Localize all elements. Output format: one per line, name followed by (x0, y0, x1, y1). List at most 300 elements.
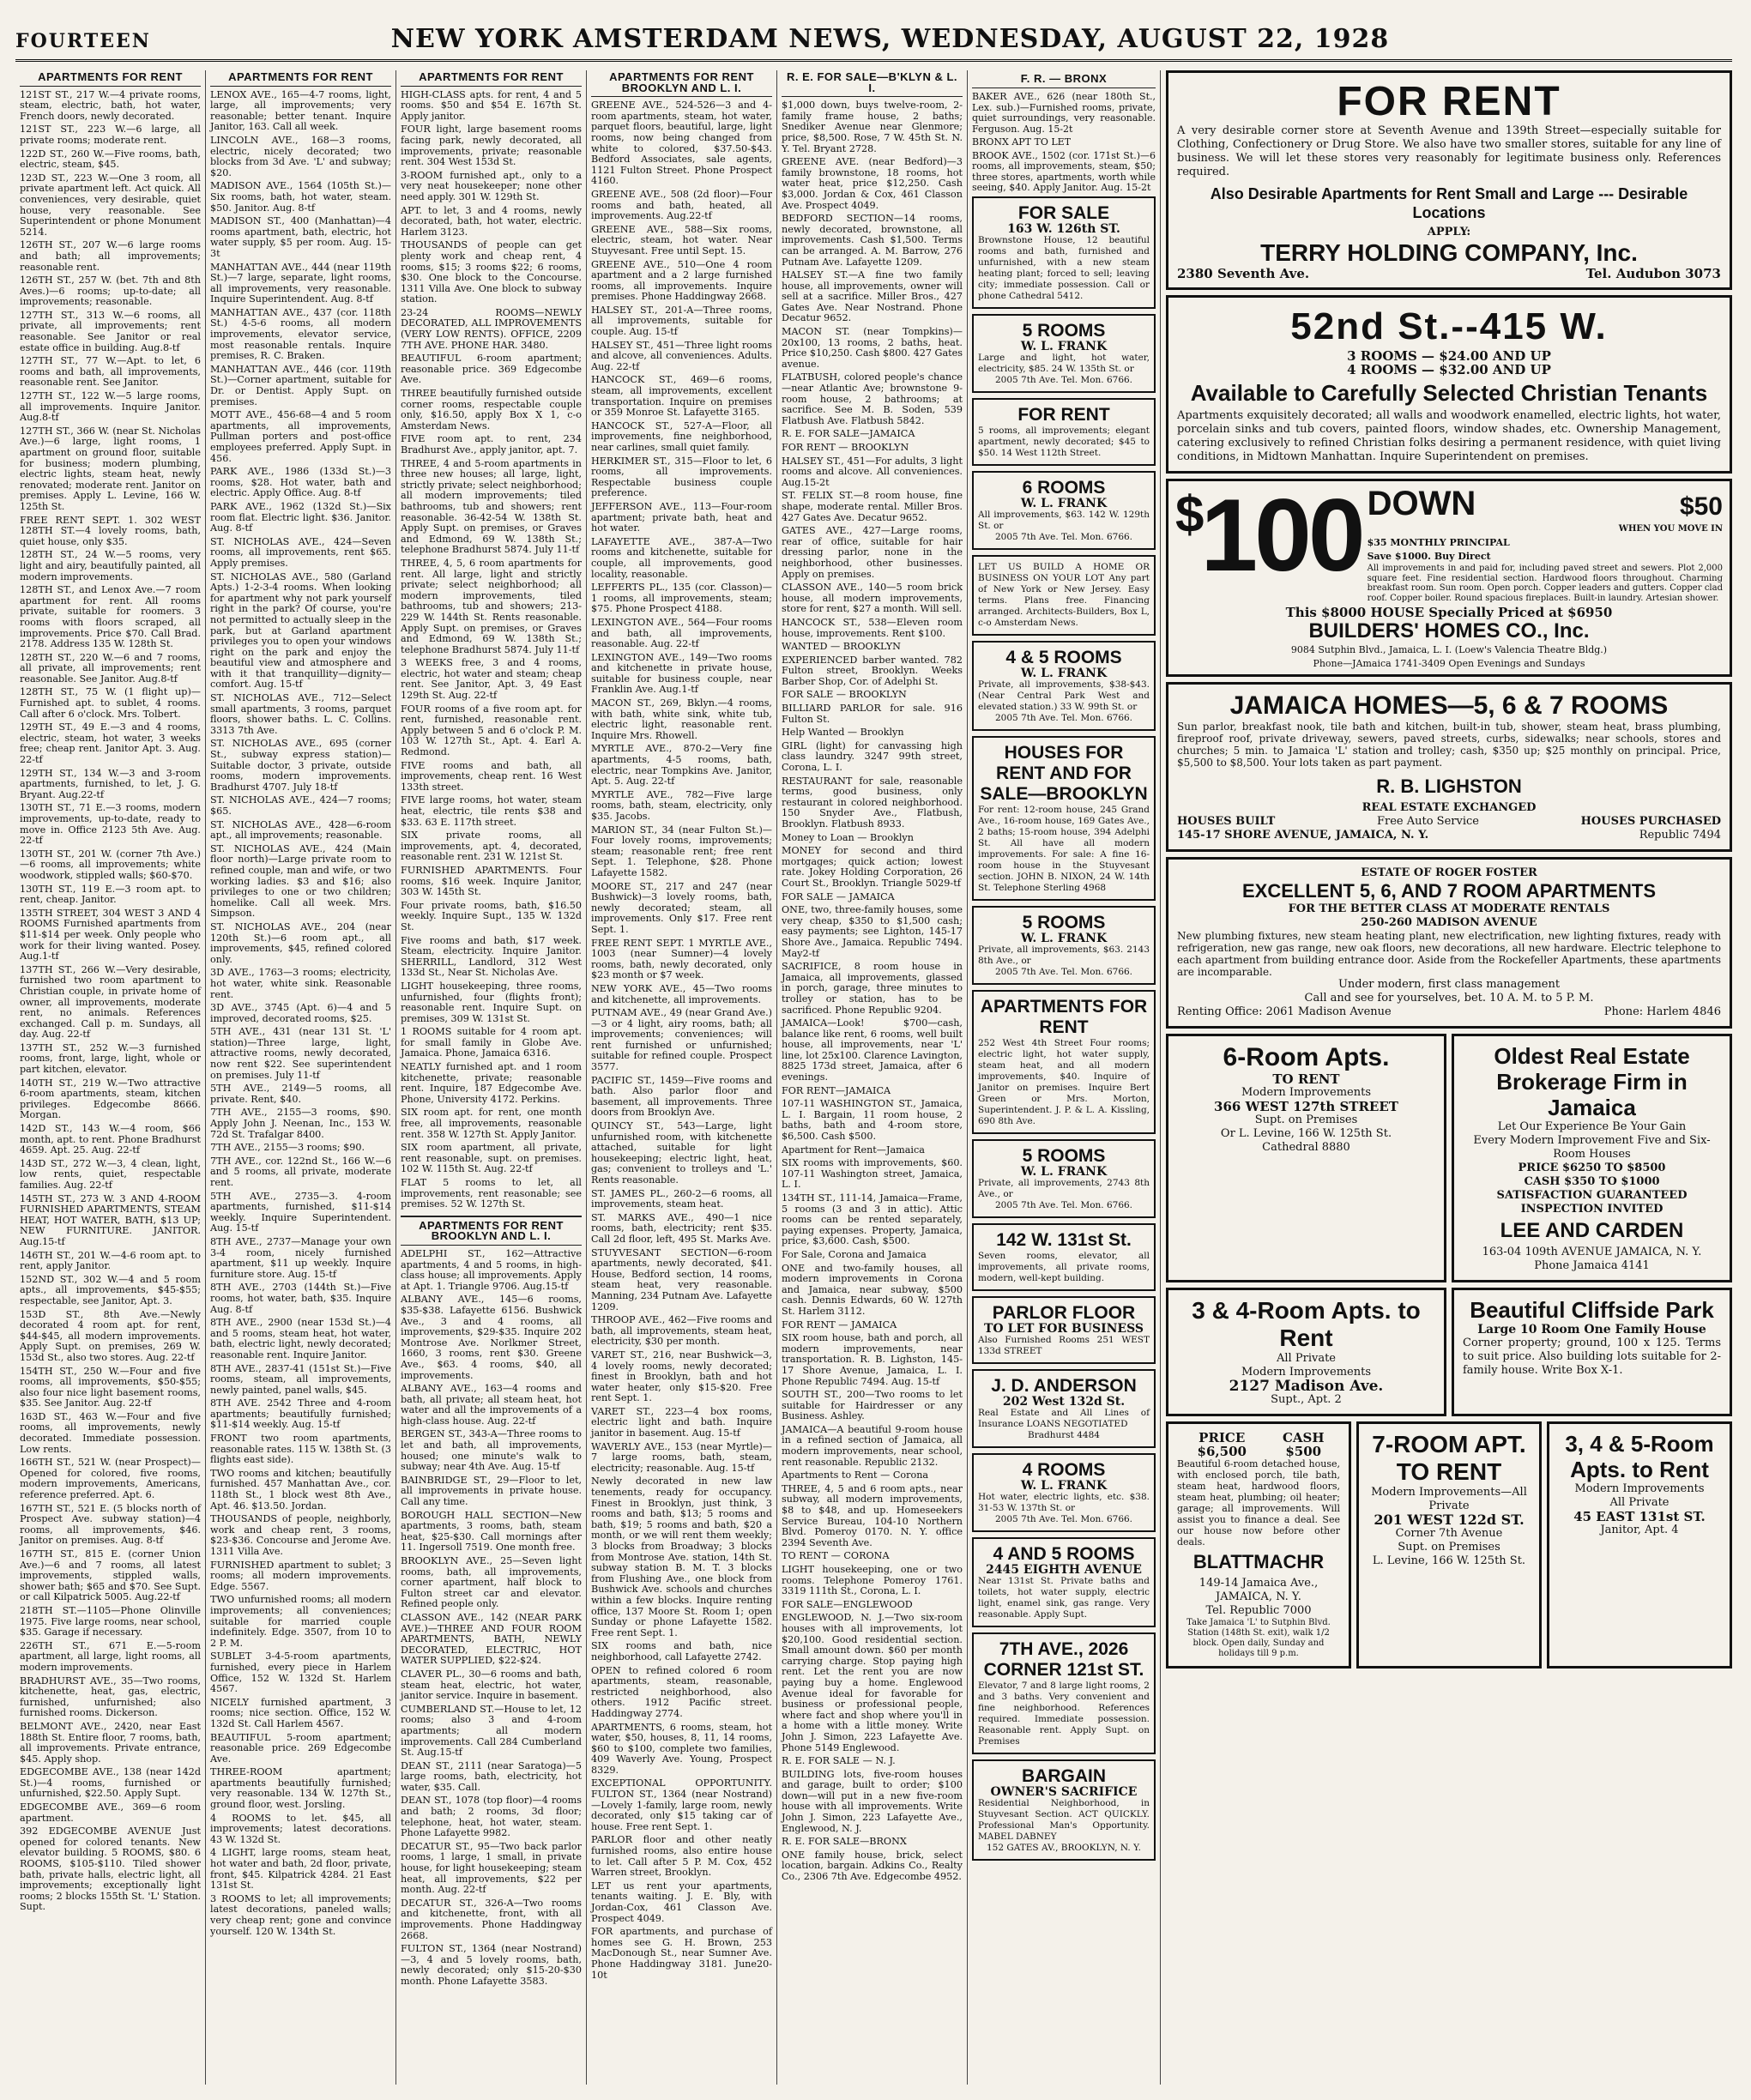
classified-ad: EDGECOMBE AVE., 138 (near 142d St.)—4 rooms, furnished or unfurnished, $22.50. Apply Supt. (20, 1766, 201, 1800)
classified-ad: ST. MARKS AVE., 490—1 nice rooms, bath, electricity; rent $35. Call 2d floor, left, 495 St. Marks Ave. (591, 1211, 772, 1245)
box-ad-title: 6 ROOMS (1022, 477, 1106, 498)
classified-ad: SUBLET 3-4-5-room apartments, furnished, every piece in Harlem Office, 152 W. 132d St. Harlem 4567. (210, 1650, 391, 1695)
classified-ad: 127TH ST., 313 W.—6 rooms, all private, all improvements; rent reasonable. See Janitor or real estate office in building. Aug.8-tf (20, 309, 201, 353)
classified-ad: 135TH STREET, 304 WEST 3 AND 4 ROOMS Furnished apartments from $11-$14 per week. Only people who work for their living wanted. Posey. Aug.1-tf (20, 907, 201, 962)
classified-ad: BEAUTIFUL 5-room apartment; reasonable price. 269 Edgecombe Ave. (210, 1731, 391, 1765)
classified-ad: 3 WEEKS free, 3 and 4 rooms, electric, hot water and steam; cheap rent. See Janitor, Apt. 3, 49 East 129th St. Aug. 22-tf (401, 657, 582, 702)
box-ad-sub: W. L. FRANK (1020, 339, 1108, 353)
classified-ad: 130TH ST., 201 W. (corner 7th Ave.)—6 rooms, all improvements; white woodwork, stippled walls; $60-$70. (20, 848, 201, 881)
ad-cash: CASH $350 TO $1000 (1524, 1175, 1660, 1188)
ad-title: 3 & 4-Room Apts. to Rent (1192, 1297, 1421, 1351)
ad-save: Save $1000. Buy Direct (1367, 551, 1491, 562)
classified-ad: JEFFERSON AVE., 113—Four-room apartment; private bath, heat and hot water. (591, 500, 772, 534)
classified-ad: 163D ST., 463 W.—Four and five rooms, all improvements, newly decorated. Immediate possession. Low rents. (20, 1410, 201, 1455)
box-ad (972, 641, 1156, 731)
ad-price: This $8000 HOUSE Specially Priced at $6950 (1285, 605, 1613, 620)
ad-imp: Modern Improvements—All Private (1371, 1486, 1527, 1512)
box-ad-title: FOR RENT (1017, 404, 1110, 425)
box-ad-title: 142 W. 131st St. (996, 1229, 1132, 1250)
classified-ad: DEAN ST., 1078 (top floor)—4 rooms and bath; 2 rooms, 3d floor; telephone, heat, hot water, steam. Phone Lafayette 9982. (401, 1795, 582, 1839)
classified-ad: FOR SALE — JAMAICA (782, 890, 895, 902)
ad-title: FOR RENT (1337, 79, 1561, 124)
ad-body: Beautiful 6-room detached house, with enclosed porch, tile bath, steam heat, hardwood floors, steam heat, plumbing; oil heater; garage; all improvements. Will assist you to finance a deal. See our house now before other deals. (1177, 1458, 1340, 1548)
ad-when: WHEN YOU MOVE IN (1618, 524, 1723, 534)
classified-ad: MOTT AVE., 456-68—4 and 5 room apartments, all improvements, Pullman porters and post-office employees preferred. Apply Supt. in 456. (210, 409, 391, 464)
ad-sub: REAL ESTATE EXCHANGED (1362, 801, 1537, 814)
classified-ad: 137TH ST., 252 W.—3 furnished rooms, front, large, light, whole or part kitchen, elevator. (20, 1041, 201, 1076)
box-ad (972, 1296, 1156, 1364)
ad-title: Beautiful Cliffside Park (1470, 1297, 1714, 1323)
column-6 (968, 70, 1161, 2085)
classified-ad: SIX rooms and bath, nice neighborhood, call Lafayette 2742. (591, 1640, 772, 1662)
classified-ad: NICELY furnished apartment, 3 rooms; nice section. Office, 152 W. 132d St. Call Harlem 4567. (210, 1696, 391, 1729)
classified-ad: HALSEY ST., 451—For adults, 3 light rooms and alcove. All conveniences. Aug.15-2t (782, 455, 963, 488)
box-ad-title: 4 AND 5 ROOMS (993, 1543, 1135, 1564)
box-ad-sub: W. L. FRANK (1020, 1478, 1108, 1493)
box-ad-body: Private, all improvements, 2743 8th Ave., or (978, 1177, 1150, 1199)
box-ad-title: BARGAIN (1022, 1765, 1106, 1786)
classified-ad: THOUSANDS of people, neighborly, work and cheap rent, 3 rooms, $23-$36. Concourse and Jerome Ave. 1311 Villa Ave. (210, 1513, 391, 1557)
classified-ad: FOR SALE—ENGLEWOOD (782, 1598, 913, 1610)
lee-and-carden-ad (1452, 1034, 1732, 1282)
ad-agent: L. Levine, 166 W. 125th St. (1372, 1554, 1526, 1567)
box-ad (972, 314, 1156, 393)
ad-hundred-row (1175, 478, 1723, 603)
classified-ad: QUINCY ST., 543—Large, light unfurnished room, with kitchenette attached, suitable for light housekeeping; electric light, heat, gas; convenient to trolleys and 'L.' Rents reasonable. (591, 1120, 772, 1186)
classified-ad: THREE-ROOM apartment; apartments beautifully furnished; very reasonable. 134 W. 127th St., ground floor, west. Jorsling. (210, 1766, 391, 1811)
box-ad-sub: OWNER'S SACRIFICE (990, 1784, 1138, 1799)
ad-list (210, 90, 391, 1938)
classified-ad: ST. NICHOLAS AVE., 424—7 rooms; $65. (210, 794, 391, 817)
ad-mid: Free Auto Service (1376, 815, 1479, 828)
column-4 (587, 70, 777, 2085)
classified-ad: RESTAURANT for sale, reasonable terms, good business, only restaurant in colored neighborhood. 150 Snyder Ave., Flatbush, Brooklyn. Flatbush 8933. (782, 775, 963, 830)
ad-title: 6-Room Apts. (1223, 1043, 1390, 1071)
classified-ad: LEXINGTON AVE., 149—Two rooms and kitchenette in private house, suitable for business couple, near Franklin Ave. Aug.1-tf (591, 651, 772, 696)
classified-ad: MANHATTAN AVE., 446 (cor. 119th St.)—Corner apartment, suitable for Dr. or Dentist. Apply Supt. on premises. (210, 363, 391, 407)
three-four-room-apts-ad (1166, 1288, 1446, 1416)
classified-ad: 4 LIGHT, large rooms, steam heat, hot water and bath, 2d floor, private, front, $45. Kilpatrick 4284. 21 East 131st St. (210, 1847, 391, 1892)
box-ad (972, 1223, 1156, 1291)
classified-ad: DECATUR ST., 326-A—Two rooms and kitchenette, front, with all improvements. Phone Haddingway 2668. (401, 1897, 582, 1941)
classified-ad: 8TH AVE. 2542 Three and 4-room apartments; beautifully furnished; $11-$14 weekly. Aug. 15-tf (210, 1397, 391, 1431)
ad-sub: All Private (1609, 1496, 1669, 1509)
classified-ad: HALSEY ST.—A fine two family house, all improvements, owner will sell at a sacrifice. Miller Bros., 427 Gates Ave. Near Nostrand. Phone Decatur 9652. (782, 269, 963, 324)
builders-homes-ad (1166, 479, 1732, 677)
52nd-street-ad (1166, 295, 1732, 474)
box-ad-title: 4 ROOMS (1022, 1459, 1106, 1480)
box-ad (972, 906, 1156, 985)
ad-list (401, 90, 582, 1210)
classified-ad: 128TH ST., 220 W.—6 and 7 rooms, all private, all improvements; rent reasonable. See Janitor. Aug.8-tf (20, 651, 201, 685)
classified-ad: FRONT two room apartments, reasonable rates. 115 W. 138th St. (3 flights east side). (210, 1433, 391, 1466)
classified-ad: MYRTLE AVE., 870-2—Very fine apartments, 4-5 rooms, bath, electric, near Tompkins Ave. Janitor, Apt. 5. Aug. 22-tf (591, 743, 772, 788)
classified-ad: HALSEY ST., 451—Three light rooms and alcove, all conveniences. Adults. Aug. 22-tf (591, 339, 772, 372)
ad-address: 201 WEST 122d ST. (1374, 1512, 1525, 1528)
ad-phone: Phone Jamaica 4141 (1534, 1259, 1650, 1272)
classified-ad: WAVERLY AVE., 153 (near Myrtle)—7 large rooms, bath, steam, electricity; reasonable. Aug. 15-tf (591, 1440, 772, 1474)
classified-ad: 167TH ST., 815 E. (corner Union Ave.)—6 and 7 rooms, all latest improvements, stippled walls, shower bath; $65 and $70. See Supt. or call Kilpatrick 5005. Aug.22-tf (20, 1548, 201, 1603)
forty-five-east-ad (1547, 1421, 1732, 1669)
seven-room-apt-ad (1356, 1421, 1542, 1669)
classified-ad: LEXINGTON AVE., 564—Four rooms and bath, all improvements, reasonable. Aug. 22-tf (591, 616, 772, 650)
classified-ad: 137TH ST., 266 W.—Very desirable, furnished two room apartment to Christian couple, in private home of owner, all improvements, moderate rent, no animals. References exchanged. Call p. m. Sundays, all day. Aug. 22-tf (20, 963, 201, 1041)
classified-ad: SIX room apt. for rent, one month free, all improvements, reasonable rent. 358 W. 127th St. Apply Janitor. (401, 1107, 582, 1140)
ad-cash: CASH $500 (1282, 1430, 1325, 1459)
ad-insp: INSPECTION INVITED (1520, 1203, 1663, 1216)
ad-list (972, 92, 1156, 194)
six-room-apts-ad (1166, 1034, 1446, 1282)
column-2 (206, 70, 396, 2085)
classified-ad: 129TH ST., 49 E.—3 and 4 rooms, electric, steam, hot water, 3 weeks free; cheap rent. Janitor Apt. 3. Aug. 22-tf (20, 721, 201, 766)
ad-phone: Cathedral 8880 (1262, 1141, 1350, 1154)
classified-ad: BAKER AVE., 626 (near 180th St., Lex. sub.)—Furnished rooms, private, quiet surroundings, very reasonable. Ferguson. Aug. 15-2t (972, 91, 1156, 135)
classified-ad: ST. FELIX ST.—8 room house, fine shape, moderate rental. Miller Bros. 427 Gates Ave. Decatur 9652. (782, 490, 963, 523)
classified-ad: FOUR rooms of a five room apt. for rent, furnished, reasonable rent. Apply between 5 and 6 o'clock P. M. 103 W. 127th St., Apt. 4. Earl A. Redmond. (401, 703, 582, 758)
classified-ad: FURNISHED APARTMENTS. Four rooms, $16 week. Inquire Janitor, 303 W. 145th St. (401, 864, 582, 898)
ad-line: Every Modern Improvement Five and Six-Room Houses (1473, 1134, 1711, 1161)
classified-ad: ADELPHI ST., 162—Attractive apartments, 4 and 5 rooms, in high-class house; all improvements. Apply at Apt. 1. Triangle 9706. Aug.15-tf (401, 1247, 582, 1292)
classified-ad: 3D AVE., 3745 (Apt. 6)—4 and 5 improved, decorated rooms, $25. (210, 1002, 391, 1024)
classified-ad: TO RENT — CORONA (782, 1550, 890, 1562)
ad-sub: FOR THE BETTER CLASS AT MODERATE RENTALS (1288, 902, 1610, 915)
classified-ad: Apartments to Rent — Corona (782, 1469, 929, 1481)
classified-ad: 127TH ST., 77 W.—Apt. to let, 6 rooms and bath, all improvements, reasonable rent. See Janitor. (20, 355, 201, 389)
classified-ad: FOR RENT — JAMAICA (782, 1319, 897, 1331)
classified-ad: JAMAICA—Look! $700—cash, balance like rent, 6 rooms, well built house, all improvements, near 'L' line, lot 25x100. Clarence Lavington, 8825 173d street, Jamaica, after 6 evenings. (782, 1017, 963, 1083)
classified-ad: 23-24 ROOMS—NEWLY DECORATED, ALL IMPROVEMENTS (VERY LOW RENTS). OFFICE, 2209 7TH AVE. PHONE HAR. 3480. (401, 306, 582, 351)
classified-ad: 5TH AVE., 2735—3. 4-room apartments, furnished, $11-$14 weekly. Inquire Superintendent. Aug. 15-tf (210, 1190, 391, 1234)
box-ad-sub: TO LET FOR BUSINESS (983, 1321, 1144, 1336)
classified-ad: SIX room apartment, all private, rent reasonable, supt. on premises. 102 W. 115th St. Aug. 22-tf (401, 1142, 582, 1175)
classified-ad: LIGHT housekeeping, one or two rooms. Telephone Pomeroy 1761. 3319 111th St., Corona, L. I. (782, 1564, 963, 1597)
classified-ad: ST. NICHOLAS AVE., 424 (Main floor north)—Large private room to refined couple, man and wife, or two working ladies. $3 and $16; also privileges to one or two children; homelike. Call all week. Mrs. Simpson. (210, 842, 391, 920)
classified-ad: PARK AVE., 1962 (132d St.)—Six room flat. Electric light. $36. Janitor. Aug. 8-tf (210, 500, 391, 534)
box-ad (972, 736, 1156, 901)
box-ad (972, 555, 1156, 636)
box-ad (972, 1537, 1156, 1627)
box-ad-title: J. D. ANDERSON (991, 1375, 1137, 1396)
classified-ad: ST. NICHOLAS AVE., 695 (corner St., subway express station)—Suitable doctor, 3 private, outside rooms, modern improvements. Bradhurst 4707. July 18-tf (210, 738, 391, 793)
ad-supt: Supt., Apt. 2 (1271, 1393, 1342, 1406)
ad-title: 52nd St.--415 W. (1290, 305, 1608, 347)
box-ad-body: 252 West 4th Street Four rooms; electric light, hot water supply, steam heat, and all modern improvements, $40. Inquire of Janitor on premises. Inquire Bert Green or Mrs. Morton, Superintendent. J. P. & L. A. Kissling, 690 8th Ave. (978, 1037, 1150, 1126)
ad-address: 9084 Sutphin Blvd., Jamaica, L. I. (Loew's Valencia Theatre Bldg.) (1290, 644, 1608, 655)
box-ad-body: 5 rooms, all improvements; elegant apartment, newly decorated; $45 to $50. 14 West 112th Street. (978, 425, 1150, 458)
classified-ad: PARLOR floor and other neatly furnished rooms, also entire house to let. Call after 5 P. M. Cox, 452 Warren street, Brooklyn. (591, 1834, 772, 1879)
ad-list (782, 100, 963, 1882)
classified-ad: 134TH ST., 111-14, Jamaica—Frame, 5 rooms (3 and 3 in attic). Attic rooms can be rented separately, paying expenses. Property, Jamaica, price, $3,600. Cash, $500. (782, 1192, 963, 1247)
classified-ad: MADISON AVE., 1564 (105th St.)—Six rooms, bath, hot water, steam. $50. Janitor. Aug. 8-tf (210, 180, 391, 214)
ad-address: 163-04 109th AVENUE JAMAICA, N. Y. (1482, 1246, 1702, 1258)
classified-ad: 121ST ST., 217 W.—4 private rooms, steam, electric, bath, hot water, French doors, newly decorated. (20, 88, 201, 122)
classified-ad: 142D ST., 143 W.—4 room, $66 month, apt. to rent. Phone Bradhurst 4659. Apt. 25. Aug. 22-tf (20, 1123, 201, 1156)
ad-also: Also Desirable Apartments for Rent Small and Large --- Desirable Locations (1210, 185, 1688, 221)
classified-ad: 128TH ST., 24 W.—5 rooms, very light and airy, beautifully painted, all modern improvements. (20, 549, 201, 582)
classified-ad: 167TH ST., 521 E. (5 blocks north of Prospect Ave. subway station)—4 rooms, all improvements, $46. Janitor on premises. Aug. 8-tf (20, 1502, 201, 1547)
classified-ad: DECATUR ST., 95—Two back parlor rooms, 1 large, 1 small, in private house, for light housekeeping; steam heat, all improvements, $22 per month. Aug. 22-tf (401, 1840, 582, 1896)
classified-ad: Newly decorated in new law tenements, ready for occupancy. Finest in Brooklyn, just think, 3 rooms and bath, $13; 5 rooms and bath, $19; 5 rooms and bath, $20 a month, or we will rent them weekly; 3 blocks from Broadway; 3 blocks from Montrose Ave. station, 14th St. subway station B. M. T. 3 blocks from Flushing Ave., one block from Bushwick Ave. schools and churches within a few blocks. Inquire renting office, 137 Moore St. Room 1; open Sunday or phone Lafayette 1582. Free rent Sept. 1. (591, 1475, 772, 1638)
classified-ad: MONEY for second and third mortgages; quick action; lowest rate. Jokey Holding Corporation, 26 Court St., Brooklyn. Triangle 5029-tf (782, 845, 963, 889)
classified-ad: 166TH ST., 521 W. (near Prospect)—Opened for colored, five rooms, modern improvements, Americans, reference preferred. Apt. 6. (20, 1457, 201, 1501)
ads-row-2 (1166, 1288, 1732, 1421)
classified-grid (15, 70, 1732, 2085)
ad-headline: Available to Carefully Selected Christian Tenants (1190, 380, 1708, 406)
box-ad-body: Private, all improvements, $63. 2143 8th Ave., or (978, 944, 1150, 966)
classified-ad: MARION ST., 34 (near Fulton St.)—Four lovely rooms, improvements; steam; reasonable rent; free rent Sept. 1. Telephone, $28. Phone Lafayette 1582. (591, 824, 772, 878)
classified-ad: FURNISHED apartment to sublet; 3 rooms; all modern improvements. Edge. 5567. (210, 1559, 391, 1592)
classified-ad: ALBANY AVE., 163—4 rooms and bath, all private; all steam heat, hot water and all the improvements of a high-class house. Aug. 22-tf (401, 1383, 582, 1427)
classified-ad: 7TH AVE., 2155—3 rooms, $90. Apply John J. Neenan, Inc., 153 W. 72d St. Trafalgar 8400. (210, 1107, 391, 1140)
box-ad-sub: W. L. FRANK (1020, 1164, 1108, 1179)
classified-ad: ALBANY AVE., 145—6 rooms, $35-$38. Lafayette 6156. Bushwick Ave., 3 and 4 rooms, all improvements, $29-$35. Inquire 202 Montrose Ave. Norlkmer Street, 1660, 3 rooms, rent $30. Greene Ave., $63. 4 rooms, $40, all improvements. (401, 1294, 582, 1381)
classified-ad: $1,000 down, buys twelve-room, 2-family frame house, 2 baths; Snediker Avenue near Glenmore; price, $8,500. Rose, 7 W. 45th St. N. Y. Tel. Bryant 2728. (782, 100, 963, 154)
ad-title: 3, 4 & 5-Room Apts. to Rent (1565, 1431, 1714, 1482)
classified-ad: 8TH AVE., 2703 (144th St.)—Five rooms, hot water, bath, $35. Inquire Aug. 8-tf (210, 1282, 391, 1315)
ad-row (1177, 829, 1721, 842)
classified-ad: BILLIARD PARLOR for sale. 916 Fulton St. (782, 703, 963, 725)
box-ad (972, 196, 1156, 309)
ads-row-1 (1166, 1034, 1732, 1288)
box-ad-body: Large and light, hot water, electricity, $85. 24 W. 135th St. or (978, 352, 1150, 374)
ad-body: A very desirable corner store at Seventh Avenue and 139th Street—especially suitable for Clothing, Confectionery or Drug Store. We also have two smaller stores, suitable for any line of business. We will let these stores very reasonably for legitimate business only. References required. (1177, 124, 1721, 178)
classified-ad: 143D ST., 272 W.—3, 4 clean, light, low rents, quiet, respectable families. Aug. 22-tf (20, 1157, 201, 1191)
box-ad-title: 7TH AVE., 2026 CORNER 121st ST. (983, 1638, 1144, 1680)
ad-sub: Large 10 Room One Family House (1477, 1323, 1706, 1337)
column-3 (396, 70, 587, 2085)
ad-right: HOUSES PURCHASED (1580, 815, 1721, 828)
classified-ad: 122D ST., 260 W.—Five rooms, bath, electric, steam, $45. (20, 148, 201, 171)
ad-address: 250-260 MADISON AVENUE (1361, 916, 1537, 929)
classified-ad: PACIFIC ST., 1459—Five rooms and bath. Also parlor floor and basement, all improvements. Three doors from Brooklyn Ave. (591, 1074, 772, 1119)
classified-ad: R. E. FOR SALE—BRONX (782, 1836, 907, 1848)
classified-ad: 127TH ST., 366 W. (near St. Nicholas Ave.)—6 large, light rooms, 1 apartment on ground floor, suitable for business; modern plumbing, electric lights, steam heat, newly renovated; moderate rent. Janitor on premises. Apply L. Levine, 166 W. 125th St. (20, 425, 201, 512)
classified-ad: 130TH ST., 119 E.—3 room apt. to rent, cheap. Janitor. (20, 883, 201, 906)
box-ad-sub: 202 West 132d St. (1002, 1394, 1126, 1409)
ad-monthly: $35 MONTHLY PRINCIPAL (1367, 537, 1510, 548)
ad-address: 145-17 SHORE AVENUE, JAMAICA, N. Y. (1177, 829, 1429, 842)
section-heading: APARTMENTS FOR RENT (401, 70, 582, 87)
classified-ad: APARTMENTS, 6 rooms, steam, hot water, $50, houses, 8, 11, 14 rooms, $60 to $100, complete two families, 409 Waverly Ave. Young, Prospect 8329. (591, 1721, 772, 1776)
box-ad-foot: 2005 7th Ave. Tel. Mon. 6766. (994, 966, 1133, 977)
classified-ad: GREENE AVE. (near Bedford)—3 family brownstone, 18 rooms, hot water heat, price $12,250. Cash $3,000. Jordan & Cox, 461 Classon Ave. Prospect 4049. (782, 156, 963, 211)
classified-ad: MADISON ST., 400 (Manhattan)—4 rooms apartment, bath, electric, hot water supply, $5 per room. Aug. 15-3t (210, 215, 391, 259)
classified-ad: SIX rooms with improvements, $60. 107-11 Washington street, Jamaica, L. I. (782, 1157, 963, 1191)
classified-ad: Five rooms and bath, $17 week. Steam, electricity. Inquire Janitor. SHERRILL, Landlord, 312 West 133d St., Near St. Nicholas Ave. (401, 934, 582, 979)
box-ad-body: All improvements, $63. 142 W. 129th St. or (978, 509, 1150, 531)
ad-company: BUILDERS' HOMES CO., Inc. (1308, 619, 1590, 643)
box-ad-title: HOUSES FOR RENT AND FOR SALE—BROOKLYN (980, 742, 1148, 804)
classified-ad: SIX private rooms, all improvements, apt. 4, decorated, reasonable rent. 231 W. 121st St. (401, 830, 582, 863)
ad-phone: Tel. Republic 7000 (1205, 1604, 1312, 1617)
classified-ad: ST. NICHOLAS AVE., 428—6-room apt., all improvements; reasonable. (210, 818, 391, 842)
ad-address: 2380 Seventh Ave. (1177, 266, 1310, 281)
classified-ad: 5TH AVE., 2149—5 rooms, all private. Rent, $40. (210, 1083, 391, 1105)
box-ad-foot: 2005 7th Ave. Tel. Mon. 6766. (994, 1513, 1133, 1524)
ad-address: 149-14 Jamaica Ave., JAMAICA, N. Y. (1199, 1577, 1319, 1603)
ad-title: EXCELLENT 5, 6, AND 7 ROOM APARTMENTS (1241, 880, 1656, 902)
classified-ad: 145TH ST., 273 W. 3 AND 4-ROOM FURNISHED APARTMENTS, STEAM HEAT, HOT WATER, BATH, $13 UP; NEW FURNITURE. JANITOR. Aug.15-tf (20, 1192, 201, 1247)
classified-ad: MOORE ST., 217 and 247 (near Bushwick)—3 lovely rooms, bath, newly decorated; steam, all improvements. Only $17. Free rent Sept. 1. (591, 880, 772, 935)
classified-ad: PUTNAM AVE., 49 (near Grand Ave.)—3 or 4 light, airy rooms, bath; all improvements; conveniences; will rent furnished or unfurnished; suitable for refined couple. Prospect 3577. (591, 1007, 772, 1073)
box-ad (972, 1759, 1156, 1861)
box-ad (972, 1453, 1156, 1532)
ad-phone: Republic 7494 (1639, 829, 1721, 842)
box-ad-body: Private, all improvements, $38-$43. (Near Central Park West and elevated station.) 33 W. 99th St. or (978, 679, 1150, 712)
column-1 (15, 70, 206, 2085)
ad-name: R. B. LIGHSTON (1376, 775, 1522, 797)
box-ad-body: Near 131st St. Private baths and toilets, hot water supply, electric light, enamel sink, gas range. Very reasonable. Apply Supt. (978, 1575, 1150, 1620)
classified-ad: 3 ROOMS to let; all improvements; latest decorations, paneled walls; very cheap rent; gone and convince yourself. 120 W. 134th St. (210, 1892, 391, 1937)
classified-ad: ST. NICHOLAS AVE., 424—Seven rooms, all improvements, rent $65. Apply premises. (210, 535, 391, 569)
box-ad (972, 471, 1156, 550)
classified-ad: 218TH ST.—1105—Phone Olinville 1975. Five large rooms, near school, $35. Garage if necessary. (20, 1604, 201, 1638)
box-ad-foot: 2005 7th Ave. Tel. Mon. 6766. (994, 1199, 1133, 1210)
classified-ad: LENOX AVE., 165—4-7 rooms, light, large, all improvements; very reasonable; better tenant. Inquire Janitor, 163. Call all week. (210, 88, 391, 133)
box-ad-body: Elevator, 7 and 8 large light rooms, 2 and 3 baths. Very convenient and fine neighborhood. References required. Immediate possession. Reasonable rent. Apply Supt. on Premises (978, 1680, 1150, 1747)
classified-ad: APT. to let, 3 and 4 rooms, newly decorated, bath, hot water, electric. Harlem 3123. (401, 204, 582, 238)
classified-ad: BOROUGH HALL SECTION—New apartments, 3 rooms, bath, steam heat, $25-$30. Call mornings after 11. Ingersoll 7519. One month free. (401, 1509, 582, 1554)
box-ad-foot: 2005 7th Ave. Tel. Mon. 6766. (994, 531, 1133, 542)
terry-holding-ad (1166, 70, 1732, 290)
classified-ad: BEDFORD SECTION—14 rooms, newly decorated, brownstone, all improvements. Cash $1,500. Terms can be arranged. A. M. Barrow, 276 Putnam Ave. Lafayette 1209. (782, 213, 963, 268)
page-number: FOURTEEN (15, 30, 151, 52)
classified-ad: 3D AVE., 1763—3 rooms; electricity, hot water, white sink. Reasonable rent. (210, 967, 391, 1000)
box-ad-sub: W. L. FRANK (1020, 931, 1108, 945)
classified-ad: GREENE AVE., 510—One 4 room apartment and a 2 large furnished rooms, all improvements. Inquire premises. Phone Haddingway 2668. (591, 258, 772, 303)
classified-ad: FIVE large rooms, hot water, steam heat, electric, tile rents $38 and $33. 63 E. 117th street. (401, 794, 582, 828)
box-ad-body: Seven rooms, elevator, all improvements, all private rooms, modern, well-kept building. (978, 1250, 1150, 1283)
box-ad-title: APARTMENTS FOR RENT (980, 996, 1148, 1037)
classified-ad: HALSEY ST., 201-A—Three rooms, all improvements, suitable for couple. Aug. 15-tf (591, 304, 772, 338)
classified-ad: EDGECOMBE AVE., 369—6 room apartment. (20, 1801, 201, 1824)
box-ad-sub: W. L. FRANK (1020, 666, 1108, 680)
classified-ad: DEAN ST., 2111 (near Saratoga)—5 large rooms, bath, electricity, hot water, $35. Call. (401, 1759, 582, 1793)
classified-ad: THREE beautifully furnished outside corner rooms, respectable couple only, $16.50, apply Box X 1, c-o Amsterdam News. (401, 388, 582, 431)
classified-ad: GIRL (light) for canvassing high class laundry. 3247 99th street, Corona, L. I. (782, 739, 963, 774)
classified-ad: ONE, two, three-family houses, some very cheap, $350 to $1,500 cash; easy payments; see Lighton, 145-17 Shore Ave., Jamaica. Republic 7494. May2-tf (782, 904, 963, 959)
box-ad-sub: 2445 EIGHTH AVENUE (986, 1562, 1142, 1577)
classified-ad: THREE, 4, 5 and 6 room apts., near subway, all modern improvements, $8 to $48, and up. Homeseekers Service Bureau, 104-10 Northern Blvd. Pomeroy 0170. N. Y. office 2394 Seventh Ave. (782, 1482, 963, 1548)
classified-ad: 126TH ST., 207 W.—6 large rooms and bath; all improvements; reasonable rent. (20, 239, 201, 273)
ad-title: Oldest Real Estate Brokerage Firm in Jamaica (1494, 1043, 1690, 1120)
classified-ad: BELMONT AVE., 2420, near East 188th St. Entire floor, 7 rooms, bath, all improvements. Private entrance, $45. Apply shop. (20, 1720, 201, 1765)
classified-ad: BERGEN ST., 343-A—Three rooms to let and bath, all improvements, housed; one minute's walk to subway; near 4th Ave. Aug. 15-tf (401, 1428, 582, 1473)
classified-ad: FREE RENT SEPT. 1. 302 WEST 128TH ST.—4 lovely rooms, bath, quiet house, only $35. (20, 514, 201, 547)
classified-ad: Apartment for Rent—Jamaica (782, 1144, 925, 1156)
cliffside-park-ad (1452, 1288, 1732, 1416)
classified-ad: 126TH ST., 257 W. (bet. 7th and 8th Aves.)—6 rooms; up-to-date; all improvements; reasonable. (20, 275, 201, 308)
classified-ad: ST. NICHOLAS AVE., 204 (near 120th St.)—6 room apt., all improvements, $45, refined colored only. (210, 920, 391, 965)
ad-sub: TO RENT (1272, 1071, 1340, 1087)
classified-ad: OPEN to refined colored 6 room apartments, steam, reasonable, restricted neighborhood, also others. 1912 Pacific street. Haddingway 2774. (591, 1664, 772, 1719)
classified-ad: 128TH ST., 75 W. (1 flight up)—Furnished apt. to sublet, 4 rooms. Call after 6 o'clock. Mrs. Tolbert. (20, 686, 201, 720)
classified-ad: WANTED — BROOKLYN (782, 641, 901, 653)
ad-body: Apartments exquisitely decorated; all walls and woodwork enamelled, electric lights, hot water, porcelain sinks and tub covers, painted floors, window shades, etc. Ownership Management, catering exclusively to refined Christian folks desiring a permanent residence, with quiet living conditions, in Midtown Manhattan. Inquire Superintendent on premises. (1177, 409, 1721, 463)
ad-phone: Phone—JAmaica 1741-3409 Open Evenings and Sundays (1313, 658, 1585, 669)
box-ad-foot: 2005 7th Ave. Tel. Mon. 6766. (994, 374, 1133, 385)
ad-body: Sun parlor, breakfast nook, tile bath and kitchen, built-in tub, shower, steam heat, brass plumbing, fireproof roof, private driveway, sewers, paved streets, curbs, sidewalks; near schools, stores and churches; 5 min. to Jamaica 'L' station and trolley; cash, $350 up; $25 monthly on principal. Price, $5,500 to $8,500. Your lots taken as part payment. (1177, 721, 1721, 769)
classified-ad: FOUR light, large basement rooms facing park, newly decorated, all improvements, private; reasonable rent. 304 West 153d St. (401, 124, 582, 168)
classified-ad: GREENE AVE., 588—Six rooms, electric, steam, hot water. Near Stuyvesant. Free until Sept. 15. (591, 223, 772, 256)
ad-list (20, 90, 201, 1913)
classified-ad: FLATBUSH, colored people's chance—near Atlantic Ave; brownstone 9-room house, 2 bathrooms; at sacrifice. See M. B. Soden, 539 Flatbush Ave. Flatbush 5842. (782, 371, 963, 426)
classified-ad: THREE, 4 and 5-room apartments in three new houses; all large, light, strictly private; select neighborhood; all modern improvements; tiled bathrooms, tub and showers; rent reasonable. 36-42-54 W. 138th St. Apply Supt. on premises, or Graves and Edmond, 69 W. 138th St.; telephone Bradhurst 5874. July 11-tf (401, 457, 582, 556)
classified-ad: 7TH AVE., 2155—3 rooms; $90. (210, 1142, 365, 1154)
ad-phone: Phone: Harlem 4846 (1603, 1005, 1721, 1018)
blattmachr-ad (1166, 1421, 1351, 1669)
box-ads (972, 196, 1156, 1861)
ad-down: DOWN (1367, 485, 1476, 522)
classified-ad: FOR RENT—JAMAICA (782, 1084, 891, 1096)
ad-address: 366 WEST 127th STREET (1214, 1099, 1398, 1114)
classified-ad: NEW YORK AVE., 45—Two rooms and kitchenette, all improvements. (591, 982, 772, 1005)
box-ad-body: Residential Neighborhood, in Stuyvesant Section. ACT QUICKLY. Professional Man's Opportunity. MABEL DABNEY (978, 1797, 1150, 1842)
box-ad-body: LET US BUILD A HOME OR BUSINESS ON YOUR LOT Any part of New York or New Jersey. Easy terms. Plans free. Financing arranged. Architects-Builders, Box L, c-o Amsterdam News. (978, 561, 1150, 628)
ad-row (1177, 815, 1721, 829)
ad-title: JAMAICA HOMES—5, 6 & 7 ROOMS (1229, 691, 1669, 720)
classified-ad: STUYVESANT SECTION—6-room apartments, newly decorated, $41. House, Bedford section, 14 rooms, steam heat, very reasonable. Manning, 234 Putnam Ave. Lafayette 1209. (591, 1246, 772, 1312)
ad-supt: Supt. on Premises (1398, 1541, 1500, 1554)
ad-price: PRICE $6250 TO $8500 (1518, 1162, 1666, 1174)
ad-down-row (1368, 485, 1723, 522)
ad-body: Corner property; ground, 100 x 125. Terms to suit price. Also building lots suitable for 2-family house. Write Box X-1. (1463, 1337, 1721, 1377)
ad-agent: Or L. Levine, 166 W. 125th St. (1220, 1127, 1392, 1140)
classified-ad: LINCOLN AVE., 168—3 rooms, electric, nicely decorated; two blocks from 3d Ave. 'L' and subway; $20. (210, 134, 391, 178)
classified-ad: FOR SALE — BROOKLYN (782, 689, 907, 701)
classified-ad: 130TH ST., 71 E.—3 rooms, modern improvements, up-to-date, ready to move in. Office 2123 5th Ave. Aug. 22-tf (20, 802, 201, 847)
classified-ad: ONE and two-family houses, all modern improvements in Corona and Jamaica, near subway, $500 cash. Dennis Edwards, 60 W. 127th St. Harlem 3112. (782, 1262, 963, 1317)
classified-ad: HANCOCK ST., 469—6 rooms, steam, all improvements, excellent transportation. Inquire on premises or 359 Monroe St. Lafayette 3165. (591, 374, 772, 419)
ad-fifty: $50 (1679, 492, 1723, 521)
classified-ad: MANHATTAN AVE., 437 (cor. 118th St.) 4-5-6 rooms, all modern improvements, elevator service, most reasonable rentals. Inquire premises, R. C. Braken. (210, 306, 391, 362)
classified-ad: 140TH ST., 219 W.—Two attractive 6-room apartments, steam, kitchen privileges. Edgecombe 8666. Morgan. (20, 1077, 201, 1121)
ad-mgmt: Under modern, first class management (1337, 978, 1561, 991)
classified-ad: 123D ST., 223 W.—One 3 room, all private apartment left. Act quick. All conveniences, very desirable, quiet house, very reasonable. See Superintendent or phone Monument 5214. (20, 172, 201, 238)
section-heading-brooklyn: APARTMENTS FOR RENT BROOKLYN AND L. I. (401, 1216, 582, 1246)
classified-ad: 8TH AVE., 2737—Manage your own 3-4 room, nicely furnished apartment, $11 up weekly. Inquire furniture store. Aug. 15-tf (210, 1235, 391, 1280)
box-ad-foot: 2005 7th Ave. Tel. Mon. 6766. (994, 712, 1133, 723)
box-ad-title: 4 & 5 ROOMS (1005, 647, 1122, 667)
display-ads-column (1161, 70, 1732, 2085)
classified-ad: LEFFERTS PL., 135 (cor. Classon)—1 rooms, all improvements, steam; $75. Phone Prospect 4188. (591, 582, 772, 615)
ad-dollar: $ (1175, 486, 1201, 543)
classified-ad: HANCOCK ST., 527-A—Floor, all improvements, fine neighborhood, near carlines, small quiet family. (591, 419, 772, 453)
ad-hundred: 100 (1200, 478, 1362, 593)
classified-ad: 5TH AVE., 431 (near 131 St. 'L' station)—Three large, light, attractive rooms, newly decorated, now rent $22. See superintendent on premises. July 11-tf (210, 1026, 391, 1081)
box-ad-title: 5 ROOMS (1022, 320, 1106, 341)
classified-ad: MACON ST., 269, Bklyn.—4 rooms, with bath, white sink, white tub, electric light, reasonable rent. Inquire Mrs. Rhowell. (591, 697, 772, 741)
classified-ad: GREENE AVE., 524-526—3 and 4-room apartments, steam, hot water, parquet floors, beautiful, large, light rooms, now being changed from white to colored, $37.50-$43. Bedford Associates, sale agents, 1121 Fulton Street. Phone Prospect 4160. (591, 100, 772, 187)
ad-name: BLATTMACHR (1192, 1551, 1325, 1572)
classified-ad: BRONX APT TO LET (972, 136, 1072, 148)
classified-ad: For Sale, Corona and Jamaica (782, 1248, 927, 1260)
classified-ad: MANHATTAN AVE., 444 (near 119th St.)—7 large, separate, light rooms, all improvements, very reasonable. Inquire Superintendent. Aug. 8-tf (210, 261, 391, 305)
ad-sat: SATISFACTION GUARANTEED (1496, 1189, 1688, 1202)
ad-body: All improvements in and paid for, including paved street and sewers. Plot 2,000 square feet. Fine residential section. Hardwood floors throughout. Charming breakfast room. Sun room. Open porch. Copper leaders and gutters. Copper clad roof. Copper boiler. Round spacious fireplaces. Built-in laundry. Artesian shower. (1367, 564, 1723, 603)
classified-ad: 153D ST., 8th Ave.—Newly decorated 4 room apt. for rent, $44-$45, all modern improvements. Apply Supt. on premises, 269 W. 153d St., also two stores. Aug. 22-tf (20, 1308, 201, 1363)
classified-ad: ST. JAMES PL., 260-2—6 rooms, all improvements, steam heat. (591, 1187, 772, 1210)
classified-ad: JAMAICA—A beautiful 9-room house in a refined section of Jamaica, all modern improvements, near school, rent reasonable. Republic 2132. (782, 1423, 963, 1468)
classified-ad: VARET ST., 216, near Bushwick—3, 4 lovely rooms, newly decorated; finest in Brooklyn, bath and hot water heater, only $15-$20. Free rent Sept. 1. (591, 1349, 772, 1404)
box-ad (972, 398, 1156, 466)
column-5 (777, 70, 968, 2085)
classified-ad: CLASSON AVE., 142 (NEAR PARK AVE.)—THREE AND FOUR ROOM APARTMENTS, BATH, NEWLY DECORATED, ELECTRIC, HOT WATER SUPPLIED, $22-$24. (401, 1611, 582, 1667)
jamaica-homes-ad (1166, 682, 1732, 852)
classified-ad: ONE family house, brick, select location, bargain. Adkins Co., Realty Co., 2306 7th Ave. Edgecombe 4952. (782, 1849, 963, 1883)
ad-price-row (1177, 1431, 1340, 1458)
box-ad-foot: 152 GATES AV., BROOKLYN, N. Y. (986, 1842, 1141, 1853)
